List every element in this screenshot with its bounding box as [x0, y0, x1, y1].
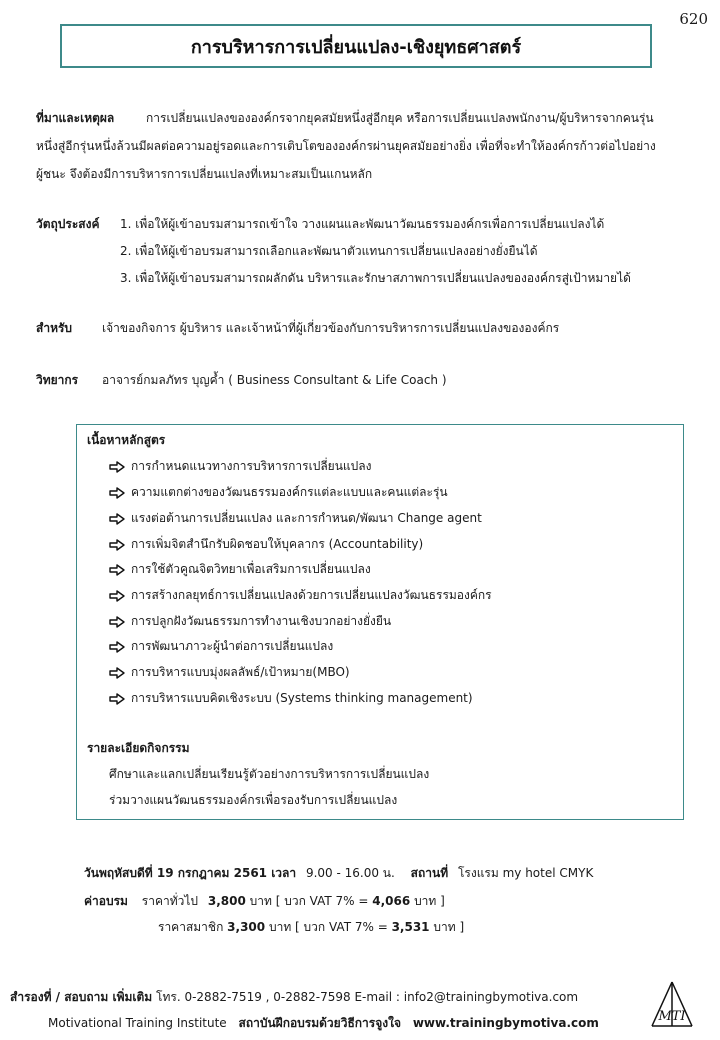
general-vat-prefix: บาท [ บวก VAT 7% = [249, 894, 369, 908]
member-price: 3,300 [227, 920, 266, 934]
topic-text: ความแตกต่างของวัฒนธรรมองค์กรแต่ละแบบและคนแต่ละรุ่น [131, 485, 448, 499]
topic-text: การบริหารแบบคิดเชิงระบบ (Systems thinking management) [131, 691, 473, 705]
speaker-section [36, 366, 447, 394]
member-suffix: บาท ] [433, 920, 465, 934]
contact-text: โทร. 0-2882-7519 , 0-2882-7598 E-mail : info2@trainingbymotiva.com [156, 990, 579, 1004]
arrow-icon [109, 693, 125, 705]
fee-label: ค่าอบรม [84, 894, 128, 908]
audience-label: สำหรับ [36, 321, 73, 335]
member-total: 3,531 [391, 920, 430, 934]
audience-section [36, 314, 559, 342]
topic-text: การกำหนดแนวทางการบริหารการเปลี่ยนแปลง [131, 459, 372, 473]
topic-text: การปลูกฝังวัฒนธรรมการทำงานเชิงบวกอย่างยั่งยืน [131, 614, 392, 628]
fee-member-line [158, 918, 464, 937]
contact-label: สำรองที่ / สอบถาม เพิ่มเติม [10, 990, 153, 1004]
logo-text: MTI [658, 1009, 686, 1024]
topic-text: แรงต่อต้านการเปลี่ยนแปลง และการกำหนด/พัฒนา Change agent [131, 511, 482, 525]
activity-item: ศึกษาและแลกเปลี่ยนเรียนรู้ตัวอย่างการบริหารการเปลี่ยนแปลง [109, 767, 430, 781]
topic-text: การเพิ่มจิตสำนึกรับผิดชอบให้บุคลากร (Accountability) [131, 537, 424, 551]
content-heading: เนื้อหาหลักสูตร [87, 433, 166, 447]
topic-item [109, 560, 371, 579]
speaker-label: วิทยากร [36, 373, 79, 387]
topic-text: การพัฒนาภาวะผู้นำต่อการเปลี่ยนแปลง [131, 639, 334, 653]
venue-label: สถานที่ [410, 866, 449, 880]
institute-line [48, 1014, 599, 1033]
audience-text: เจ้าของกิจการ ผู้บริหาร และเจ้าหน้าที่ผู้เกี่ยวข้องกับการบริหารการเปลี่ยนแปลงขององค์กร [102, 321, 560, 335]
topic-item [109, 535, 423, 554]
topic-item [109, 612, 391, 631]
background-line-2: หนึ่งสู่อีกรุ่นหนึ่งล้วนมีผลต่อความอยู่รอดและการเติบโตขององค์กรผ่านยุคสมัยอย่างยิ่ง เพื่อที่จะทำให้องค์กรก้าวต่อไปอย่าง [36, 139, 656, 153]
objective-item: 2. เพื่อให้ผู้เข้าอบรมสามารถเลือกและพัฒนาตัวแทนการเปลี่ยนแปลงอย่างยั่งยืนได้ [120, 244, 538, 258]
background-label: ที่มาและเหตุผล [36, 111, 115, 125]
arrow-icon [109, 616, 125, 628]
fee-general-line [84, 892, 445, 911]
arrow-icon [109, 487, 125, 499]
topic-text: การสร้างกลยุทธ์การเปลี่ยนแปลงด้วยการเปลี่ยนแปลงวัฒนธรรมองค์กร [131, 588, 492, 602]
activities-heading: รายละเอียดกิจกรรม [87, 741, 190, 755]
topic-text: การใช้ตัวคูณจิตวิทยาเพื่อเสริมการเปลี่ยนแปลง [131, 562, 371, 576]
arrow-icon [109, 667, 125, 679]
contact-line [10, 988, 578, 1007]
arrow-icon [109, 539, 125, 551]
topic-item [109, 637, 333, 656]
mti-logo [648, 980, 696, 1030]
schedule-line [84, 864, 593, 883]
topic-item [109, 483, 448, 502]
objectives-section [36, 210, 716, 294]
objectives-label: วัตถุประสงค์ [36, 217, 100, 231]
topic-text: การบริหารแบบมุ่งผลลัพธ์/เป้าหมาย(MBO) [131, 665, 350, 679]
arrow-icon [109, 461, 125, 473]
venue-text: โรงแรม my hotel CMYK [457, 866, 594, 880]
institute-th: สถาบันฝึกอบรมด้วยวิธีการจูงใจ [238, 1016, 401, 1030]
topic-item [109, 586, 492, 605]
page-title: การบริหารการเปลี่ยนแปลง-เชิงยุทธศาสตร์ [190, 36, 522, 58]
background-section [36, 104, 716, 188]
topic-item [109, 689, 473, 708]
topic-item [109, 663, 350, 682]
course-content-box [76, 424, 684, 820]
arrow-icon [109, 590, 125, 602]
time-text: 9.00 - 16.00 น. [305, 866, 395, 880]
general-total: 4,066 [372, 894, 411, 908]
background-line-3: ผู้ชนะ จึงต้องมีการบริหารการเปลี่ยนแปลงที่เหมาะสมเป็นแกนหลัก [36, 167, 373, 181]
member-prefix: ราคาสมาชิก [158, 920, 224, 934]
general-prefix: ราคาทั่วไป [141, 894, 199, 908]
general-suffix: บาท ] [414, 894, 445, 908]
speaker-text: อาจารย์กมลภัทร บุญค้ำ ( Business Consultant & Life Coach ) [102, 373, 447, 387]
arrow-icon [109, 564, 125, 576]
topic-item [109, 509, 482, 528]
activity-item: ร่วมวางแผนวัฒนธรรมองค์กรเพื่อรองรับการเปลี่ยนแปลง [109, 793, 398, 807]
date-label: วันพฤหัสบดีที่ 19 กรกฎาคม 2561 เวลา [84, 866, 297, 880]
background-line-1: การเปลี่ยนแปลงขององค์กรจากยุคสมัยหนึ่งสู่อีกยุค หรือการเปลี่ยนแปลงพนักงาน/ผู้บริหารจากคนรุ่น [146, 111, 654, 125]
title-box [60, 24, 652, 68]
objective-item: 3. เพื่อให้ผู้เข้าอบรมสามารถผลักดัน บริหารและรักษาสภาพการเปลี่ยนแปลงขององค์กรสู่เป้าหมายได้ [120, 271, 631, 285]
topic-item [109, 457, 371, 476]
general-price: 3,800 [207, 894, 246, 908]
arrow-icon [109, 641, 125, 653]
institute-en: Motivational Training Institute [48, 1016, 227, 1030]
website: www.trainingbymotiva.com [412, 1016, 599, 1030]
arrow-icon [109, 513, 125, 525]
member-vat-prefix: บาท [ บวก VAT 7% = [268, 920, 388, 934]
page-number: 620 [679, 10, 708, 28]
objective-item: 1. เพื่อให้ผู้เข้าอบรมสามารถเข้าใจ วางแผนและพัฒนาวัฒนธรรมองค์กรเพื่อการเปลี่ยนแปลงได้ [120, 217, 605, 231]
